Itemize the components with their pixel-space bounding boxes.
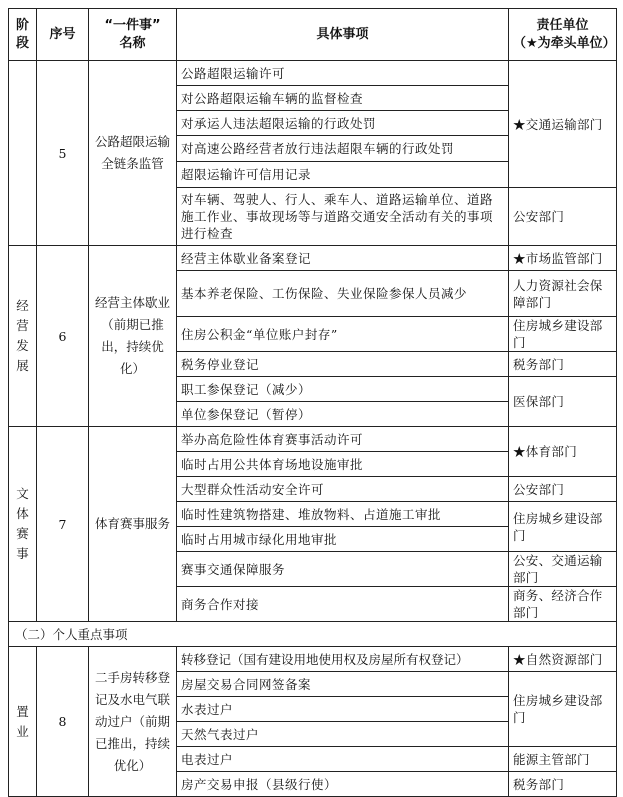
item-cell: 对车辆、驾驶人、行人、乘车人、道路运输单位、道路施工作业、事故现场等与道路交通安全活动有关的事项进行检查 <box>177 188 509 246</box>
table-header-row <box>9 9 617 61</box>
unit-cell: ★市场监管部门 <box>509 246 617 271</box>
table-row <box>9 246 617 271</box>
header-unit <box>509 9 617 61</box>
item-cell: 经营主体歇业备案登记 <box>177 246 509 271</box>
unit-cell: 公安部门 <box>509 477 617 502</box>
seq-cell-8: 8 <box>37 647 89 797</box>
unit-cell: 公安、交通运输部门 <box>509 552 617 587</box>
section-header-row <box>9 622 617 647</box>
item-cell: 房产交易申报（县级行使） <box>177 772 509 797</box>
unit-cell: 人力资源社会保障部门 <box>509 271 617 317</box>
table-row <box>9 427 617 452</box>
unit-cell: 商务、经济合作部门 <box>509 587 617 622</box>
table-row <box>9 61 617 86</box>
unit-cell: ★自然资源部门 <box>509 647 617 672</box>
item-cell: 税务停业登记 <box>177 352 509 377</box>
item-cell: 商务合作对接 <box>177 587 509 622</box>
seq-cell-6: 6 <box>37 246 89 427</box>
stage-cell-business: 经营发展 <box>9 246 37 427</box>
item-cell: 临时占用城市绿化用地审批 <box>177 527 509 552</box>
name-cell-6: 经营主体歇业（前期已推出，持续优化） <box>89 246 177 427</box>
item-cell: 电表过户 <box>177 747 509 772</box>
header-name-line2: 名称 <box>119 35 146 51</box>
stage-cell-blank <box>9 61 37 246</box>
item-cell: 举办高危险性体育赛事活动许可 <box>177 427 509 452</box>
unit-cell: 公安部门 <box>509 188 617 246</box>
name-cell-8: 二手房转移登记及水电气联动过户（前期已推出，持续优化） <box>89 647 177 797</box>
item-cell: 大型群众性活动安全许可 <box>177 477 509 502</box>
stage-cell-sports: 文体赛事 <box>9 427 37 622</box>
unit-cell: 住房城乡建设部门 <box>509 502 617 552</box>
header-unit-line2: （★为牵头单位） <box>513 35 616 51</box>
item-cell: 对高速公路经营者放行违法超限车辆的行政处罚 <box>177 136 509 162</box>
table-row <box>9 647 617 672</box>
section-title: （二）个人重点事项 <box>9 622 617 647</box>
item-cell: 转移登记（国有建设用地使用权及房屋所有权登记） <box>177 647 509 672</box>
item-cell: 对承运人违法超限运输的行政处罚 <box>177 111 509 136</box>
item-cell: 基本养老保险、工伤保险、失业保险参保人员减少 <box>177 271 509 317</box>
stage-cell-property: 置业 <box>9 647 37 797</box>
header-name-line1: “一件事” <box>104 17 161 33</box>
name-cell-7: 体育赛事服务 <box>89 427 177 622</box>
item-cell: 职工参保登记（减少） <box>177 377 509 402</box>
item-cell: 房屋交易合同网签备案 <box>177 672 509 697</box>
item-cell: 临时性建筑物搭建、堆放物料、占道施工审批 <box>177 502 509 527</box>
unit-cell: 能源主管部门 <box>509 747 617 772</box>
item-cell: 临时占用公共体育场地设施审批 <box>177 452 509 477</box>
item-cell: 天然气表过户 <box>177 722 509 747</box>
header-item: 具体事项 <box>177 9 509 61</box>
unit-cell: 税务部门 <box>509 352 617 377</box>
item-cell: 超限运输许可信用记录 <box>177 162 509 188</box>
item-cell: 单位参保登记（暂停） <box>177 402 509 427</box>
unit-cell: 医保部门 <box>509 377 617 427</box>
item-cell: 住房公积金“单位账户封存” <box>177 317 509 352</box>
seq-cell-5: 5 <box>37 61 89 246</box>
item-cell: 水表过户 <box>177 697 509 722</box>
header-name <box>89 9 177 61</box>
unit-cell: ★交通运输部门 <box>509 61 617 188</box>
unit-cell: 住房城乡建设部门 <box>509 317 617 352</box>
unit-cell: 住房城乡建设部门 <box>509 672 617 747</box>
responsibility-table <box>8 8 617 797</box>
header-stage: 阶段 <box>9 9 37 61</box>
item-cell: 对公路超限运输车辆的监督检查 <box>177 86 509 111</box>
item-cell: 公路超限运输许可 <box>177 61 509 86</box>
seq-cell-7: 7 <box>37 427 89 622</box>
header-unit-line1: 责任单位 <box>536 17 589 33</box>
item-cell: 赛事交通保障服务 <box>177 552 509 587</box>
name-cell-5: 公路超限运输全链条监管 <box>89 61 177 246</box>
unit-cell: 税务部门 <box>509 772 617 797</box>
header-seq: 序号 <box>37 9 89 61</box>
unit-cell: ★体育部门 <box>509 427 617 477</box>
